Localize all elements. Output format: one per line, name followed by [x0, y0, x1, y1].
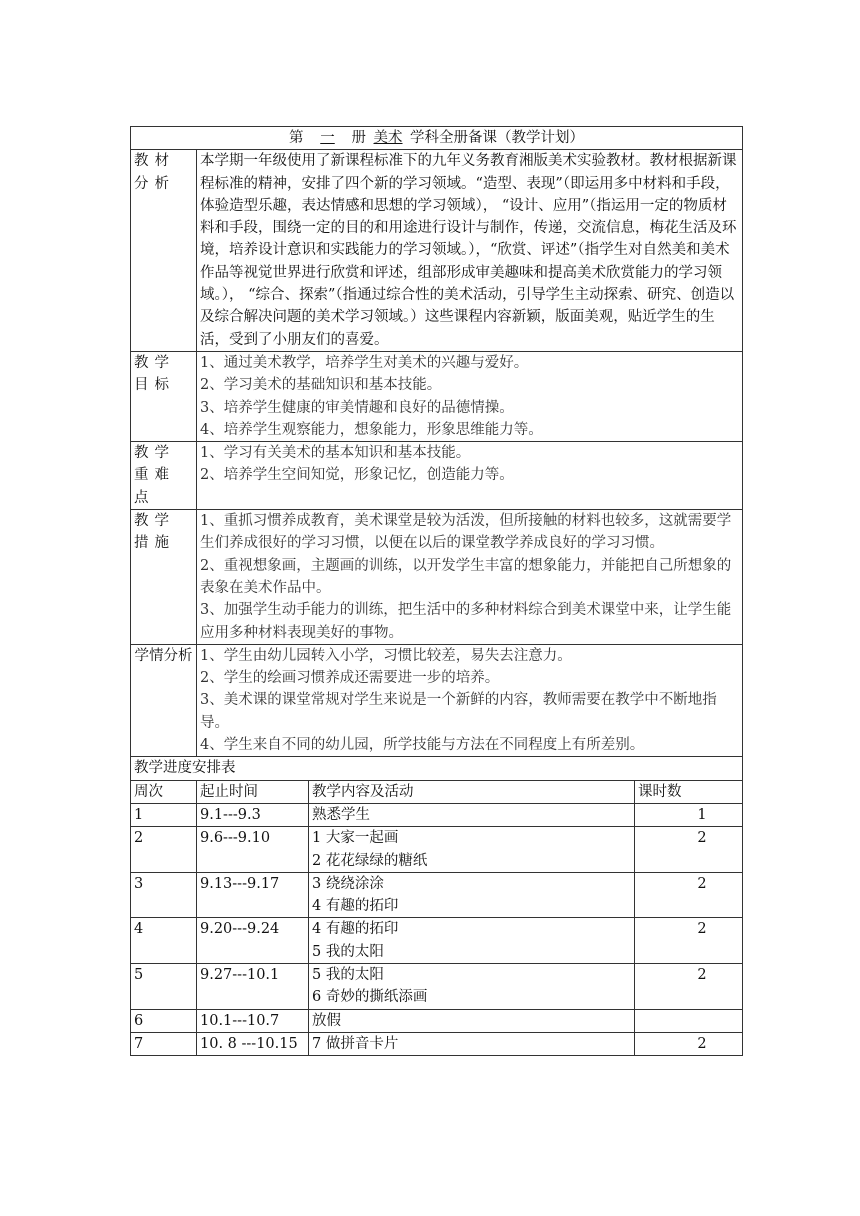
section-teaching-measures — [131, 510, 743, 645]
section-line: 4、培养学生观察能力，想象能力，形象思维能力等。 — [200, 421, 543, 438]
dates-cell: 9.27---10.1 — [197, 963, 309, 1009]
content-cell — [309, 872, 635, 918]
content-line: 4 有趣的拓印 — [312, 898, 399, 915]
schedule-heading-row — [131, 757, 743, 780]
section-content — [197, 351, 743, 441]
content-line: 熟悉学生 — [312, 806, 370, 823]
content-cell — [309, 963, 635, 1009]
section-line: 1、学生由幼儿园转入小学，习惯比较差，易失去注意力。 — [200, 647, 572, 664]
section-content — [197, 150, 743, 352]
column-header: 教学内容及活动 — [309, 780, 635, 803]
section-line: 1、重抓习惯养成教育，美术课堂是较为活泼，但所接触的材料也较多，这就需要学生们养成很好的学习习惯，以便在以后的课堂教学养成良好的学习习惯。 — [200, 513, 732, 552]
section-line: 2、重视想象画，主题画的训练，以开发学生丰富的想象能力，并能把自己所想象的表象在美术作品中。 — [200, 557, 732, 596]
lesson-plan-table — [130, 126, 743, 1056]
title-volume: 一 — [320, 130, 335, 146]
dates-cell: 10. 8 ---10.15 — [197, 1032, 309, 1055]
document-title — [131, 127, 743, 150]
section-content — [197, 510, 743, 645]
section-content — [197, 644, 743, 756]
hours-cell — [635, 1009, 743, 1032]
column-header: 课时数 — [635, 780, 743, 803]
table-row — [131, 918, 743, 964]
table-row — [131, 963, 743, 1009]
column-header: 起止时间 — [197, 780, 309, 803]
content-line: 5 我的太阳 — [312, 966, 384, 983]
section-label: 学情分析 — [131, 644, 197, 756]
content-line: 6 奇妙的撕纸添画 — [312, 989, 428, 1006]
content-line: 4 有趣的拓印 — [312, 921, 399, 938]
dates-cell: 9.6---9.10 — [197, 827, 309, 873]
hours-cell: 2 — [635, 872, 743, 918]
section-content — [197, 442, 743, 510]
dates-cell: 9.20---9.24 — [197, 918, 309, 964]
section-line: 2、学生的绘画习惯养成还需要进一步的培养。 — [200, 670, 500, 687]
section-line: 3、加强学生动手能力的训练，把生活中的多种材料综合到美术课堂中来，让学生能应用多种材料表现美好的事物。 — [200, 602, 732, 641]
section-line: 2、学习美术的基础知识和基本技能。 — [200, 377, 442, 394]
content-cell — [309, 827, 635, 873]
section-label: 教学重难点 — [131, 442, 197, 510]
section-line: 2、培养学生空间知觉，形象记忆，创造能力等。 — [200, 467, 514, 484]
section-line: 3、培养学生健康的审美情趣和良好的品德情操。 — [200, 399, 514, 416]
section-student-analysis — [131, 644, 743, 756]
hours-cell: 2 — [635, 1032, 743, 1055]
section-key-difficulties — [131, 442, 743, 510]
content-line: 5 我的太阳 — [312, 943, 384, 960]
content-cell — [309, 1032, 635, 1055]
hours-cell: 2 — [635, 918, 743, 964]
content-cell — [309, 803, 635, 826]
title-mid: 册 — [351, 130, 366, 146]
hours-cell: 1 — [635, 803, 743, 826]
week-cell: 4 — [131, 918, 197, 964]
content-line: 放假 — [312, 1012, 341, 1029]
hours-cell: 2 — [635, 827, 743, 873]
section-label: 教学措施 — [131, 510, 197, 645]
section-line: 3、美术课的课堂常规对学生来说是一个新鲜的内容，教师需要在教学中不断地指导。 — [200, 692, 717, 731]
week-cell: 1 — [131, 803, 197, 826]
section-line: 4、学生来自不同的幼儿园，所学技能与方法在不同程度上有所差别。 — [200, 737, 645, 754]
title-prefix: 第 — [289, 130, 304, 146]
table-row — [131, 827, 743, 873]
content-line: 2 花花绿绿的糖纸 — [312, 852, 428, 869]
table-row — [131, 803, 743, 826]
section-line: 本学期一年级使用了新课程标准下的九年义务教育湘版美术实验教材。教材根据新课程标准的精神，安排了四个新的学习领域。“造型、表现”（即运用多中材料和手段，体验造型乐趣，表达情感和思想的学习领域）， “设计、应用”（指运用一定的物质材料和手段，围绕一定的目的和用途进行设计与制作，传递，交流信息，梅花生活及环境，培养设计意识和实践能力的学习领域。），“欣赏、评述”（指学生对自然美和美术作品等视觉世界进行欣赏和评述，组部形成审美趣味和提高美术欣赏能力的学习领域。）， “综合、探索”（指通过综合性的美术活动，引导学生主动探索、研究、创造以及综合解决问题的美术学习领域。）这些课程内容新颖，版面美观，贴近学生的生活，受到了小朋友们的喜爱。 — [200, 153, 737, 348]
hours-cell: 2 — [635, 963, 743, 1009]
section-line: 1、学习有关美术的基本知识和基本技能。 — [200, 445, 471, 462]
schedule-header-row — [131, 780, 743, 803]
week-cell: 5 — [131, 963, 197, 1009]
week-cell: 6 — [131, 1009, 197, 1032]
table-row — [131, 1009, 743, 1032]
content-cell — [309, 1009, 635, 1032]
section-label: 教学目标 — [131, 351, 197, 441]
title-suffix: 学科全册备课（教学计划） — [410, 130, 584, 146]
title-subject: 美术 — [373, 130, 403, 146]
week-cell: 7 — [131, 1032, 197, 1055]
dates-cell: 9.1---9.3 — [197, 803, 309, 826]
content-line: 1 大家一起画 — [312, 830, 399, 847]
table-row — [131, 1032, 743, 1055]
content-cell — [309, 918, 635, 964]
schedule-heading: 教学进度安排表 — [131, 757, 743, 780]
title-row — [131, 127, 743, 150]
week-cell: 2 — [131, 827, 197, 873]
table-row — [131, 872, 743, 918]
dates-cell: 10.1---10.7 — [197, 1009, 309, 1032]
section-label: 教材分析 — [131, 150, 197, 352]
content-line: 3 绕绕涂涂 — [312, 875, 384, 892]
week-cell: 3 — [131, 872, 197, 918]
section-line: 1、通过美术教学，培养学生对美术的兴趣与爱好。 — [200, 354, 529, 371]
content-line: 7 做拼音卡片 — [312, 1035, 399, 1052]
column-header: 周次 — [131, 780, 197, 803]
dates-cell: 9.13---9.17 — [197, 872, 309, 918]
section-materials-analysis — [131, 150, 743, 352]
section-teaching-goals — [131, 351, 743, 441]
